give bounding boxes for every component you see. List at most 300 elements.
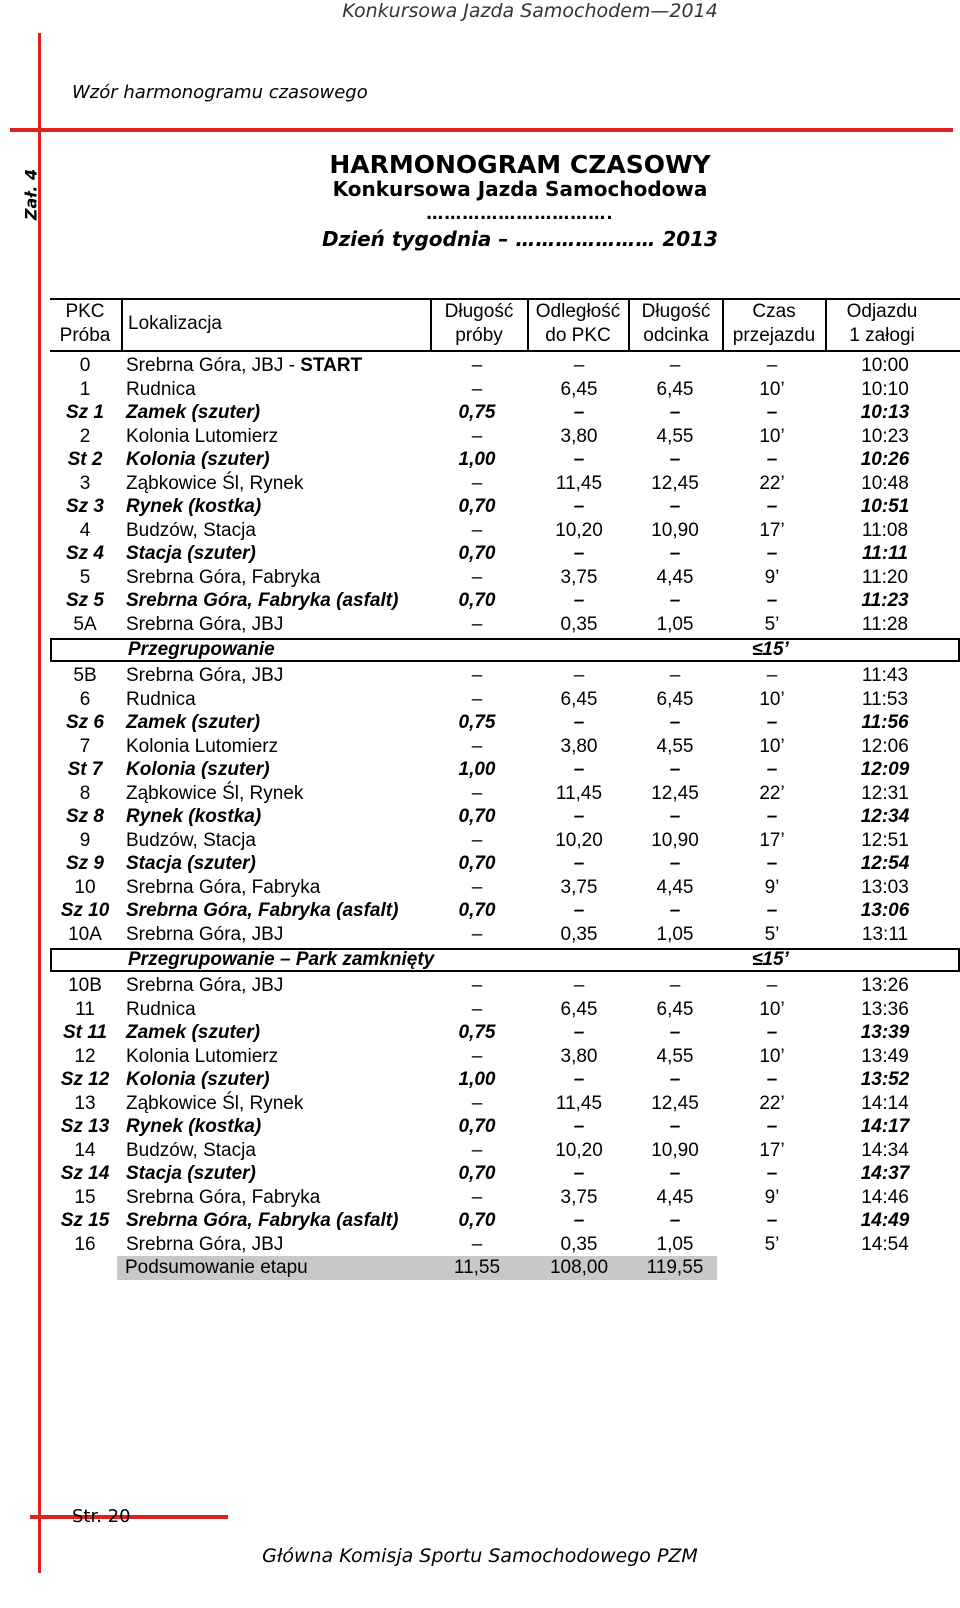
cell-distance: 6,45	[560, 688, 598, 710]
cell-distance: 10,20	[555, 829, 603, 851]
cell-location: Srebrna Góra, JBJ	[126, 613, 284, 635]
cell-location: Srebrna Góra, Fabryka (asfalt)	[126, 590, 399, 611]
cell-stage-length: –	[471, 566, 483, 588]
table-row	[50, 1162, 960, 1186]
cell-location: Rudnica	[126, 998, 196, 1020]
cell-pkc: 14	[74, 1139, 96, 1161]
table-row	[50, 876, 960, 900]
cell-pkc: 5A	[73, 613, 97, 635]
cell-distance: 10,20	[555, 1139, 603, 1161]
cell-distance: –	[573, 712, 585, 733]
cell-drive-time: 10’	[759, 688, 785, 710]
cell-departure: 10:23	[861, 425, 909, 447]
cell-pkc: Sz 5	[65, 590, 105, 611]
table-row	[50, 448, 960, 472]
table-header	[50, 298, 960, 352]
cell-pkc: St 2	[67, 449, 103, 470]
cell-location: Rudnica	[126, 688, 196, 710]
cell-distance: –	[573, 1022, 585, 1043]
cell-drive-time: 22’	[759, 472, 785, 494]
cell-segment-length: –	[669, 402, 681, 423]
cell-departure: 13:03	[861, 876, 909, 898]
cell-distance: 6,45	[560, 378, 598, 400]
cell-pkc: 1	[79, 378, 91, 400]
cell-departure: 11:28	[861, 613, 909, 635]
cell-location: Srebrna Góra, JBJ	[126, 665, 284, 686]
cell-stage-length: –	[471, 876, 483, 898]
cell-departure: 12:09	[860, 759, 910, 780]
cell-distance: 3,80	[560, 1045, 598, 1067]
cell-pkc: Sz 4	[65, 543, 105, 564]
cell-drive-time: 5’	[764, 613, 780, 635]
table-row	[50, 613, 960, 637]
cell-pkc: 10B	[68, 975, 102, 996]
table-body-block-2	[50, 664, 960, 946]
cell-pkc: 4	[79, 519, 91, 541]
cell-distance: –	[573, 1069, 585, 1090]
cell-drive-time: –	[766, 900, 778, 921]
table-row	[50, 758, 960, 782]
cell-drive-time: –	[766, 1210, 778, 1231]
cell-segment-length: 1,05	[656, 613, 694, 635]
cell-departure: 11:23	[861, 590, 909, 611]
cell-departure: 13:49	[861, 1045, 909, 1067]
table-row	[50, 688, 960, 712]
cell-location: Budzów, Stacja	[126, 829, 256, 851]
cell-distance: 6,45	[560, 998, 598, 1020]
cell-stage-length: –	[471, 378, 483, 400]
cell-pkc: 7	[79, 735, 91, 757]
page-number: Str. 20	[72, 1506, 131, 1527]
table-row	[50, 1045, 960, 1069]
cell-location: Srebrna Góra, Fabryka (asfalt)	[126, 1210, 399, 1231]
cell-location: Srebrna Góra, JBJ	[126, 1233, 284, 1255]
cell-segment-length: 12,45	[651, 472, 699, 494]
cell-segment-length: 4,45	[656, 876, 694, 898]
cell-stage-length: –	[471, 975, 483, 996]
cell-segment-length: –	[669, 712, 681, 733]
summary-segment-length: 119,55	[646, 1257, 704, 1278]
cell-departure: 10:10	[861, 378, 909, 400]
table-row	[50, 1209, 960, 1233]
cell-location: Zamek (szuter)	[126, 1022, 261, 1043]
cell-distance: 3,80	[560, 425, 598, 447]
cell-departure: 11:56	[861, 712, 909, 733]
cell-pkc: St 7	[67, 759, 103, 780]
cell-stage-length: 0,70	[458, 806, 496, 827]
cell-segment-length: 10,90	[651, 829, 699, 851]
cell-distance: –	[573, 355, 585, 376]
cell-stage-length: –	[471, 519, 483, 541]
cell-departure: 13:06	[860, 900, 910, 921]
cell-departure: 13:36	[861, 998, 909, 1020]
cell-stage-length: –	[471, 472, 483, 494]
cell-departure: 14:37	[860, 1163, 910, 1184]
cell-drive-time: –	[766, 806, 778, 827]
cell-segment-length: 12,45	[651, 782, 699, 804]
cell-segment-length: 10,90	[651, 1139, 699, 1161]
col-header-drive-time: Czas przejazdu	[732, 301, 816, 346]
cell-departure: 14:54	[861, 1233, 909, 1255]
cell-distance: 10,20	[555, 519, 603, 541]
sub-header: Wzór harmonogramu czasowego	[72, 82, 368, 103]
col-header-location: Lokalizacja	[128, 313, 222, 334]
cell-departure: 11:43	[861, 665, 909, 686]
table-row	[50, 566, 960, 590]
cell-location: Ząbkowice Śl, Rynek	[126, 1092, 304, 1114]
cell-location: Zamek (szuter)	[126, 402, 261, 423]
cell-distance: 11,45	[555, 472, 603, 494]
cell-location: Srebrna Góra, Fabryka	[126, 876, 321, 898]
cell-pkc: 5B	[73, 665, 97, 686]
cell-segment-length: –	[669, 1163, 681, 1184]
cell-stage-length: 1,00	[458, 759, 496, 780]
cell-drive-time: 22’	[759, 782, 785, 804]
cell-drive-time: 9’	[764, 566, 780, 588]
cell-drive-time: 10’	[759, 1045, 785, 1067]
cell-distance: 3,75	[560, 566, 598, 588]
cell-distance: 0,35	[560, 1233, 598, 1255]
table-row	[50, 1186, 960, 1210]
margin-red-vertical-line	[38, 33, 41, 1573]
cell-location: Ząbkowice Śl, Rynek	[126, 782, 304, 804]
cell-departure: 13:52	[860, 1069, 910, 1090]
table-row	[50, 425, 960, 449]
cell-distance: 3,75	[560, 876, 598, 898]
cell-distance: –	[573, 759, 585, 780]
cell-segment-length: 12,45	[651, 1092, 699, 1114]
cell-location: Srebrna Góra, JBJ - START	[126, 355, 363, 376]
cell-segment-length: 6,45	[656, 998, 694, 1020]
cell-location: Kolonia (szuter)	[126, 1069, 270, 1090]
summary-stage-length: 11,55	[453, 1257, 501, 1278]
cell-departure: 11:11	[862, 543, 908, 564]
cell-pkc: Sz 10	[60, 900, 110, 921]
cell-location: Rynek (kostka)	[126, 806, 262, 827]
cell-stage-length: 0,70	[458, 543, 496, 564]
cell-departure: 10:26	[860, 449, 910, 470]
cell-pkc: 5	[79, 566, 91, 588]
cell-stage-length: 0,70	[458, 1210, 496, 1231]
cell-stage-length: 0,70	[458, 1163, 496, 1184]
cell-segment-length: –	[669, 1022, 681, 1043]
cell-stage-length: 0,70	[458, 853, 496, 874]
table-row	[50, 1068, 960, 1092]
title-main: HARMONOGRAM CZASOWY	[329, 150, 711, 179]
table-row	[50, 1021, 960, 1045]
cell-location: Srebrna Góra, Fabryka	[126, 1186, 321, 1208]
table-row	[50, 782, 960, 806]
page-footer: Główna Komisja Sportu Samochodowego PZM	[262, 1545, 698, 1567]
cell-location: Rynek (kostka)	[126, 1116, 262, 1137]
cell-drive-time: 17’	[759, 1139, 785, 1161]
cell-pkc: Sz 9	[65, 853, 105, 874]
cell-pkc: Sz 12	[60, 1069, 110, 1090]
cell-drive-time: –	[766, 355, 778, 376]
cell-distance: –	[573, 1210, 585, 1231]
cell-stage-length: 1,00	[458, 1069, 496, 1090]
table-row	[50, 974, 960, 998]
cell-pkc: 3	[79, 472, 91, 494]
cell-departure: 14:14	[861, 1092, 909, 1114]
table-row	[50, 354, 960, 378]
cell-drive-time: –	[766, 759, 778, 780]
regroup-row-1	[50, 638, 960, 662]
table-row	[50, 401, 960, 425]
cell-segment-length: 4,55	[656, 425, 694, 447]
cell-drive-time: –	[766, 975, 778, 996]
cell-drive-time: 9’	[764, 1186, 780, 1208]
cell-distance: –	[573, 1116, 585, 1137]
cell-distance: –	[573, 496, 585, 517]
cell-pkc: 12	[74, 1045, 96, 1067]
cell-pkc: Sz 1	[65, 402, 105, 423]
cell-drive-time: –	[766, 665, 778, 686]
table-body-block-1	[50, 354, 960, 636]
cell-segment-length: –	[669, 590, 681, 611]
col-header-distance: Odległość do PKC	[535, 301, 621, 346]
cell-pkc: 9	[79, 829, 91, 851]
table-row	[50, 852, 960, 876]
cell-distance: 0,35	[560, 923, 598, 945]
table-row	[50, 519, 960, 543]
cell-distance: –	[573, 975, 585, 996]
cell-drive-time: –	[766, 590, 778, 611]
cell-distance: –	[573, 665, 585, 686]
cell-drive-time: –	[766, 1116, 778, 1137]
cell-departure: 11:20	[861, 566, 909, 588]
cell-departure: 12:31	[861, 782, 909, 804]
cell-stage-length: 0,70	[458, 900, 496, 921]
cell-stage-length: 0,70	[458, 590, 496, 611]
summary-label: Podsumowanie etapu	[125, 1257, 308, 1278]
cell-stage-length: 0,75	[458, 712, 496, 733]
cell-stage-length: –	[471, 1092, 483, 1114]
cell-stage-length: 1,00	[458, 449, 496, 470]
cell-departure: 14:34	[861, 1139, 909, 1161]
cell-segment-length: 4,55	[656, 735, 694, 757]
cell-pkc: Sz 15	[60, 1210, 110, 1231]
cell-stage-length: 0,75	[458, 1022, 496, 1043]
page-top-header: Konkursowa Jazda Samochodem—2014	[342, 0, 718, 22]
cell-location: Stacja (szuter)	[126, 1163, 256, 1184]
cell-segment-length: 1,05	[656, 923, 694, 945]
table-row	[50, 378, 960, 402]
cell-distance: –	[573, 543, 585, 564]
cell-departure: 10:00	[861, 355, 909, 376]
cell-location: Rudnica	[126, 378, 196, 400]
cell-pkc: Sz 13	[60, 1116, 110, 1137]
cell-drive-time: 10’	[759, 998, 785, 1020]
cell-location: Ząbkowice Śl, Rynek	[126, 472, 304, 494]
cell-stage-length: –	[471, 923, 483, 945]
table-row	[50, 495, 960, 519]
cell-stage-length: –	[471, 1186, 483, 1208]
cell-departure: 13:26	[861, 975, 909, 996]
cell-segment-length: 4,45	[656, 1186, 694, 1208]
cell-departure: 12:06	[861, 735, 909, 757]
cell-drive-time: 5’	[764, 923, 780, 945]
table-row	[50, 805, 960, 829]
table-row	[50, 1115, 960, 1139]
cell-segment-length: 6,45	[656, 378, 694, 400]
cell-drive-time: –	[766, 853, 778, 874]
table-row	[50, 589, 960, 613]
cell-stage-length: –	[471, 1233, 483, 1255]
summary-distance: 108,00	[549, 1257, 609, 1278]
cell-location: Srebrna Góra, JBJ	[126, 923, 284, 945]
cell-drive-time: –	[766, 543, 778, 564]
cell-drive-time: 5’	[764, 1233, 780, 1255]
cell-stage-length: 0,70	[458, 1116, 496, 1137]
cell-departure: 10:13	[860, 402, 910, 423]
regroup-label: Przegrupowanie	[128, 639, 275, 660]
regroup-label: Przegrupowanie – Park zamknięty	[128, 949, 435, 970]
table-row	[50, 998, 960, 1022]
cell-pkc: 13	[74, 1092, 96, 1114]
cell-departure: 14:17	[860, 1116, 910, 1137]
cell-drive-time: 10’	[759, 425, 785, 447]
cell-location: Rynek (kostka)	[126, 496, 262, 517]
cell-distance: 11,45	[555, 1092, 603, 1114]
cell-drive-time: 10’	[759, 735, 785, 757]
regroup-row-2	[50, 948, 960, 972]
cell-pkc: 2	[79, 425, 91, 447]
table-body-block-3	[50, 974, 960, 1256]
cell-segment-length: –	[669, 543, 681, 564]
cell-departure: 13:11	[861, 923, 909, 945]
table-row	[50, 829, 960, 853]
cell-distance: –	[573, 806, 585, 827]
cell-pkc: St 11	[62, 1022, 107, 1043]
cell-stage-length: –	[471, 1045, 483, 1067]
cell-drive-time: –	[766, 402, 778, 423]
cell-pkc: Sz 14	[60, 1163, 110, 1184]
cell-location: Kolonia Lutomierz	[126, 1045, 279, 1067]
cell-segment-length: 1,05	[656, 1233, 694, 1255]
cell-pkc: 10A	[68, 923, 102, 945]
regroup-time: ≤15’	[752, 639, 789, 660]
cell-location: Kolonia Lutomierz	[126, 425, 279, 447]
cell-departure: 13:39	[860, 1022, 910, 1043]
cell-distance: –	[573, 449, 585, 470]
cell-stage-length: –	[471, 782, 483, 804]
cell-drive-time: –	[766, 1069, 778, 1090]
cell-location: Stacja (szuter)	[126, 543, 256, 564]
cell-stage-length: 0,75	[458, 402, 496, 423]
summary-row	[117, 1256, 717, 1280]
table-row	[50, 1092, 960, 1116]
cell-segment-length: 10,90	[651, 519, 699, 541]
cell-stage-length: –	[471, 613, 483, 635]
regroup-time: ≤15’	[752, 949, 789, 970]
cell-segment-length: 6,45	[656, 688, 694, 710]
cell-departure: 12:34	[860, 806, 910, 827]
cell-pkc: 16	[74, 1233, 96, 1255]
cell-departure: 14:49	[860, 1210, 910, 1231]
table-row	[50, 472, 960, 496]
cell-drive-time: 22’	[759, 1092, 785, 1114]
table-row	[50, 1233, 960, 1257]
cell-segment-length: 4,55	[656, 1045, 694, 1067]
cell-pkc: 10	[74, 876, 96, 898]
cell-drive-time: 17’	[759, 519, 785, 541]
cell-segment-length: –	[669, 1116, 681, 1137]
col-header-departure: Odjazdu 1 załogi	[846, 301, 918, 346]
cell-segment-length: –	[669, 496, 681, 517]
cell-segment-length: –	[669, 975, 681, 996]
cell-distance: 3,75	[560, 1186, 598, 1208]
cell-stage-length: 0,70	[458, 496, 496, 517]
cell-location: Srebrna Góra, Fabryka (asfalt)	[126, 900, 399, 921]
cell-location: Kolonia Lutomierz	[126, 735, 279, 757]
cell-stage-length: –	[471, 665, 483, 686]
cell-departure: 11:53	[861, 688, 909, 710]
cell-drive-time: –	[766, 712, 778, 733]
cell-stage-length: –	[471, 355, 483, 376]
cell-drive-time: 9’	[764, 876, 780, 898]
table-row	[50, 1139, 960, 1163]
cell-location: Budzów, Stacja	[126, 519, 256, 541]
title-block	[200, 152, 840, 252]
cell-distance: –	[573, 900, 585, 921]
cell-drive-time: –	[766, 1163, 778, 1184]
col-header-segment-length: Długość odcinka	[641, 301, 711, 346]
cell-segment-length: –	[669, 806, 681, 827]
cell-stage-length: –	[471, 998, 483, 1020]
cell-departure: 12:54	[860, 853, 910, 874]
cell-departure: 12:51	[861, 829, 909, 851]
cell-stage-length: –	[471, 735, 483, 757]
cell-distance: –	[573, 1163, 585, 1184]
cell-location: Stacja (szuter)	[126, 853, 256, 874]
table-row	[50, 664, 960, 688]
cell-location: Budzów, Stacja	[126, 1139, 256, 1161]
cell-drive-time: –	[766, 449, 778, 470]
cell-distance: –	[573, 402, 585, 423]
cell-drive-time: –	[766, 1022, 778, 1043]
title-day: Dzień tygodnia – ………………… 2013	[322, 227, 718, 251]
cell-distance: 0,35	[560, 613, 598, 635]
cell-stage-length: –	[471, 829, 483, 851]
cell-distance: 11,45	[555, 782, 603, 804]
cell-segment-length: –	[669, 759, 681, 780]
cell-pkc: 6	[79, 688, 91, 710]
table-row	[50, 735, 960, 759]
cell-pkc: Sz 8	[65, 806, 105, 827]
cell-distance: 3,80	[560, 735, 598, 757]
cell-departure: 10:51	[860, 496, 910, 517]
cell-distance: –	[573, 590, 585, 611]
col-header-stage-length: Długość próby	[444, 301, 514, 346]
cell-segment-length: –	[669, 853, 681, 874]
start-label: START	[300, 355, 363, 376]
cell-location: Srebrna Góra, JBJ	[126, 975, 284, 996]
cell-distance: –	[573, 853, 585, 874]
cell-segment-length: 4,45	[656, 566, 694, 588]
cell-drive-time: 10’	[759, 378, 785, 400]
cell-segment-length: –	[669, 449, 681, 470]
cell-departure: 10:48	[861, 472, 909, 494]
title-dots: ………………………….	[426, 204, 614, 224]
table-row	[50, 542, 960, 566]
cell-segment-length: –	[669, 900, 681, 921]
table-row	[50, 923, 960, 947]
schedule-table	[50, 298, 960, 1280]
col-header-pkc: PKC Próba	[59, 301, 111, 346]
margin-red-horizontal-line-top	[10, 128, 953, 132]
table-row	[50, 899, 960, 923]
